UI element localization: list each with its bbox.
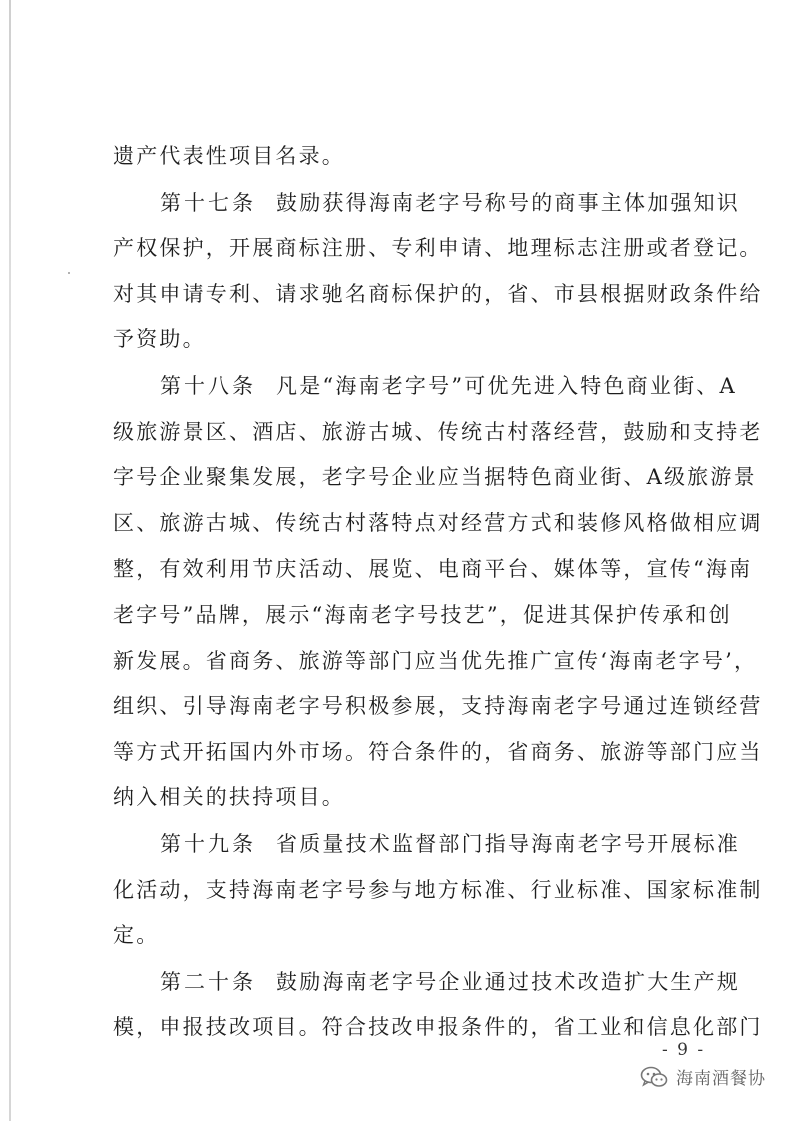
watermark [640,1064,766,1089]
article-20-heading-line [160,967,740,997]
body-line: 字号企业聚集发展，老字号企业应当据特色商业街、A级旅游景 [113,465,757,489]
body-line: 模，申报技改项目。符合技改申报条件的，省工业和信息化部门 [113,1015,763,1039]
article-label: 第十七条 [160,191,256,215]
article-text: 鼓励海南老字号企业通过技术改造扩大生产规 [276,970,740,994]
body-line: 产权保护，开展商标注册、专利申请、地理标志注册或者登记。 [113,236,763,260]
article-label: 第十八条 [160,374,256,398]
body-line: 予资助。 [113,327,206,351]
body-line: 等方式开拓国内外市场。符合条件的，省商务、旅游等部门应当 [113,740,763,764]
article-18-heading-line [160,371,737,401]
article-text: 鼓励获得海南老字号称号的商事主体加强知识 [276,191,740,215]
article-19-heading-line [160,829,740,859]
body-line: 老字号”品牌，展示“海南老字号技艺”，促进其保护传承和创 [113,603,732,627]
body-line: 对其申请专利、请求驰名商标保护的，省、市县根据财政条件给 [113,282,763,306]
body-line: 区、旅游古城、传统古村落特点对经营方式和装修风格做相应调 [113,511,763,535]
body-line: 组织、引导海南老字号积极参展，支持海南老字号通过连锁经营 [113,694,763,718]
body-line: 纳入相关的扶持项目。 [113,785,345,809]
body-line: 级旅游景区、酒店、旅游古城、传统古村落经营，鼓励和支持老 [113,420,763,444]
article-label: 第十九条 [160,832,256,856]
body-line: 定。 [113,923,160,947]
wechat-icon [640,1065,668,1089]
page-number: - 9 - [662,1040,706,1060]
article-17-heading-line [160,188,740,218]
body-line: 化活动，支持海南老字号参与地方标准、行业标准、国家标准制 [113,878,763,902]
body-line: 新发展。省商务、旅游等部门应当优先推广宣传‘海南老字号’， [113,649,758,673]
watermark-text: 海南酒餐协 [676,1069,766,1089]
article-text: 凡是“海南老字号”可优先进入特色商业街、A [276,374,737,398]
article-label: 第二十条 [160,970,256,994]
article-text: 省质量技术监督部门指导海南老字号开展标准 [276,832,740,856]
body-line: 整，有效利用节庆活动、展览、电商平台、媒体等，宣传“海南 [113,557,753,581]
body-line: 遗产代表性项目名录。 [113,144,345,168]
